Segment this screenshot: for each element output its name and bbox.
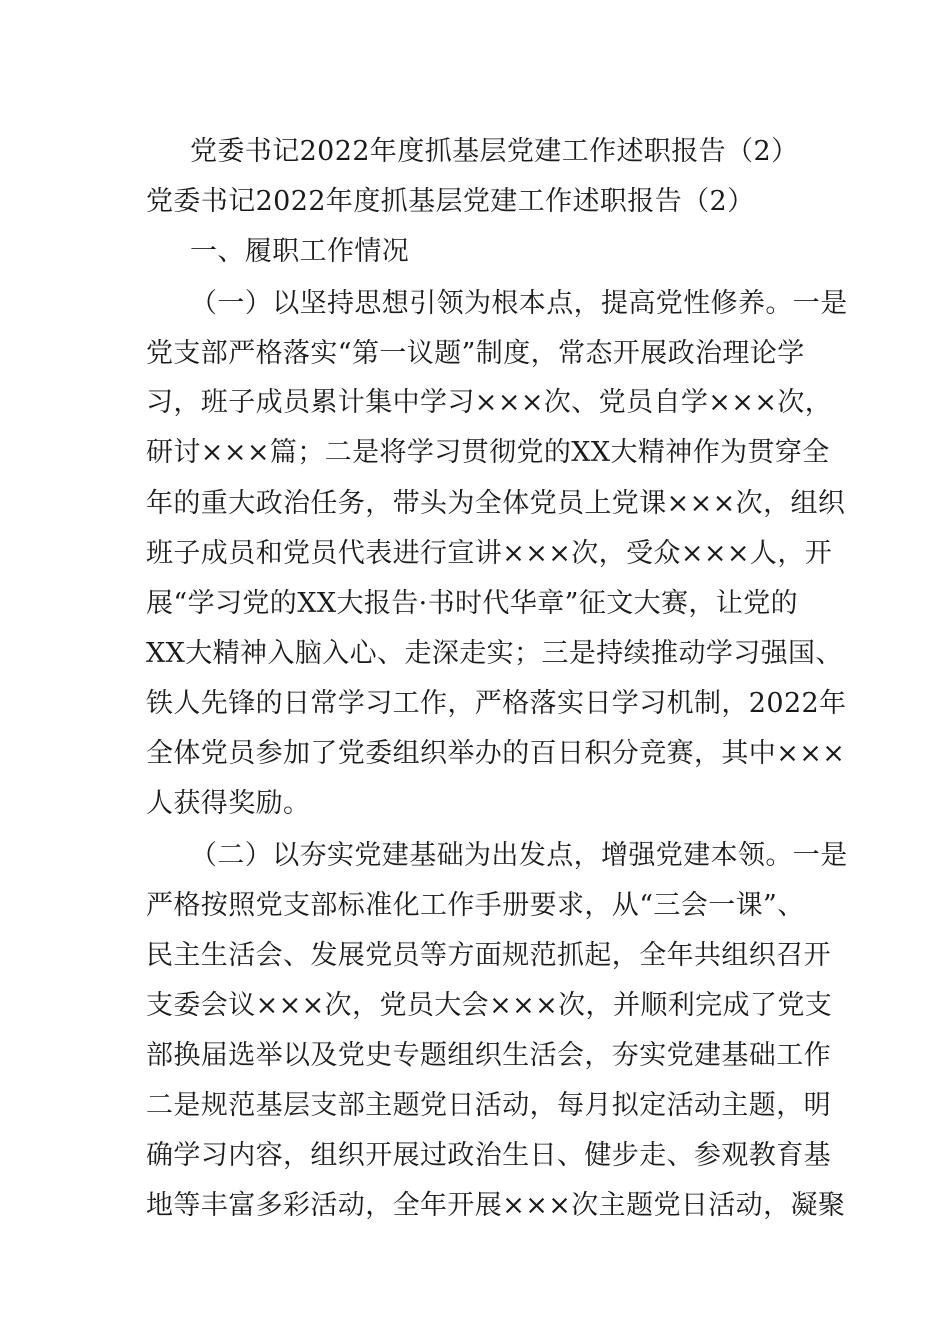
- paragraph-line: 年的重大政治任务，带头为全体党员上党课×××次，组织: [146, 488, 846, 519]
- paragraph-line: 确学习内容，组织开展过政治生日、健步走、参观教育基: [146, 1140, 831, 1171]
- paragraph-line: 铁人先锋的日常学习工作，严格落实日学习机制，2022年: [146, 688, 847, 719]
- paragraph-line: 人获得奖励。: [146, 788, 311, 819]
- paragraph-line: 二是规范基层支部主题党日活动，每月拟定活动主题，明: [146, 1090, 831, 1121]
- paragraph-line: （二）以夯实党建基础为出发点，增强党建本领。一是: [190, 840, 848, 871]
- paragraph-line: 民主生活会、发展党员等方面规范抓起，全年共组织召开: [146, 940, 831, 971]
- paragraph-line: （一）以坚持思想引领为根本点，提高党性修养。一是: [190, 288, 848, 319]
- paragraph-line: 支委会议×××次，党员大会×××次，并顺利完成了党支: [146, 990, 833, 1021]
- document-subtitle: 党委书记2022年度抓基层党建工作述职报告（2）: [146, 186, 755, 217]
- paragraph-line: 研讨×××篇；二是将学习贯彻党的XX大精神作为贯穿全: [146, 437, 830, 468]
- paragraph-line: XX大精神入脑入心、走深走实；三是持续推动学习强国、: [146, 638, 843, 669]
- paragraph-line: 习，班子成员累计集中学习×××次、党员自学×××次，: [146, 387, 833, 418]
- section-heading: 一、履职工作情况: [190, 236, 410, 267]
- paragraph-line: 班子成员和党员代表进行宣讲×××次，受众×××人，开: [146, 538, 833, 569]
- paragraph-line: 严格按照党支部标准化工作手册要求，从“三会一课”、: [146, 890, 805, 921]
- document-title: 党委书记2022年度抓基层党建工作述职报告（2）: [190, 136, 799, 167]
- paragraph-line: 全体党员参加了党委组织举办的百日积分竞赛，其中×××: [146, 738, 846, 769]
- paragraph-line: 地等丰富多彩活动，全年开展×××次主题党日活动，凝聚: [146, 1190, 846, 1221]
- paragraph-line: 党支部严格落实“第一议题”制度，常态开展政治理论学: [146, 338, 805, 369]
- paragraph-line: 部换届选举以及党史专题组织生活会，夯实党建基础工作: [146, 1040, 831, 1071]
- paragraph-line: 展“学习党的XX大报告·书时代华章”征文大赛，让党的: [146, 588, 799, 619]
